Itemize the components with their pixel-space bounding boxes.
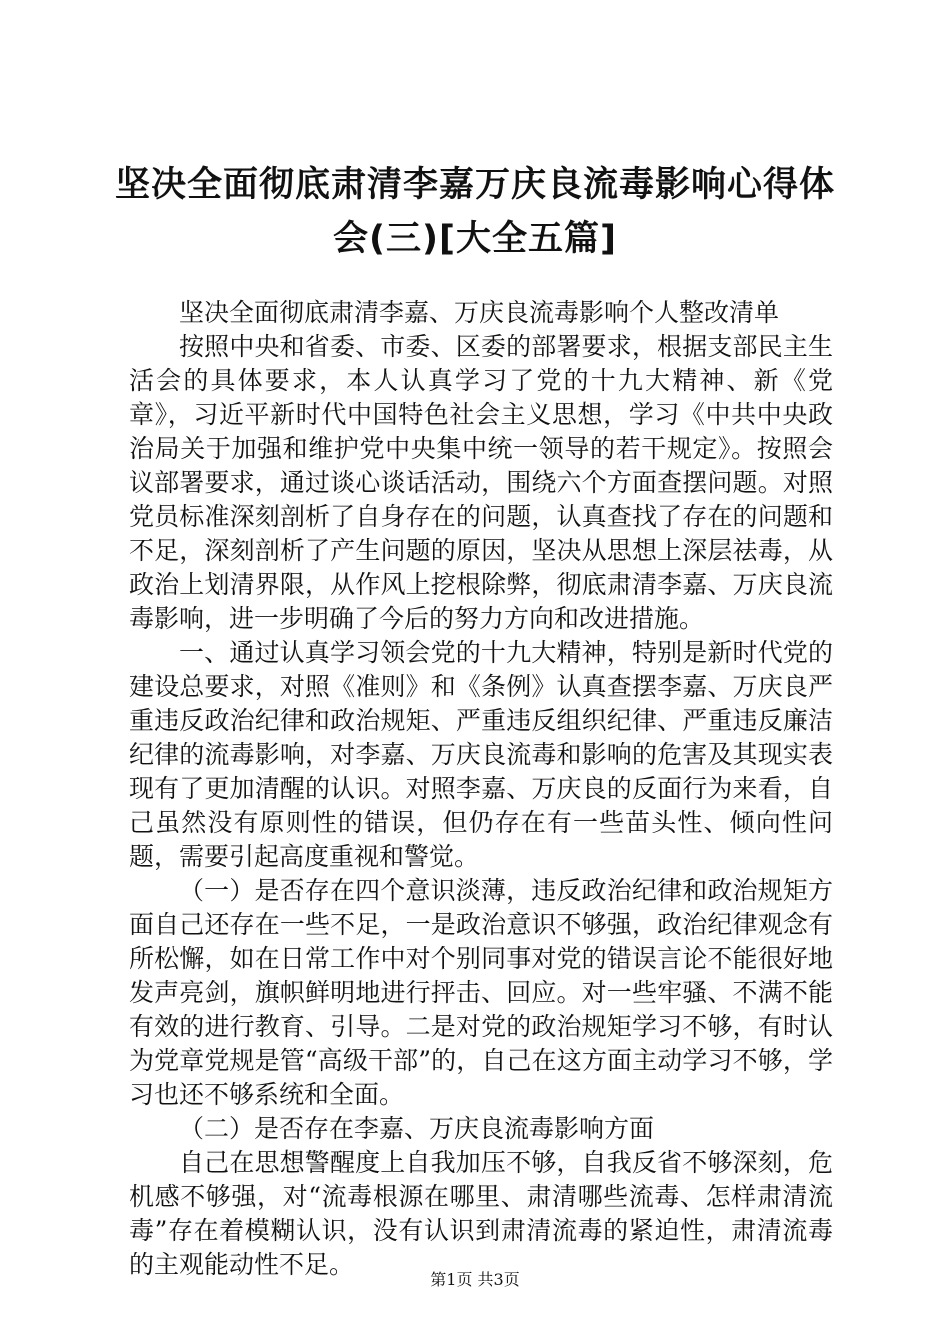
section-heading: （二）是否存在李嘉、万庆良流毒影响方面: [179, 1114, 655, 1143]
page-footer: 第1页 共3页: [430, 1270, 520, 1289]
document-title: [100, 158, 850, 266]
subtitle-paragraph: 坚决全面彻底肃清李嘉、万庆良流毒影响个人整改清单: [179, 298, 780, 327]
body-paragraph: 一、通过认真学习领会党的十九大精神，特别是新时代党的建设总要求，对照《准则》和《条例》认真查摆李嘉、万庆良严重违反政治纪律和政治规矩、严重违反组织纪律、严重违反廉洁纪律的流毒影响，对李嘉、万庆良流毒和影响的危害及其现实表现有了更加清醒的认识。对照李嘉、万庆良的反面行为来看，自己虽然没有原则性的错误，但仍存在有一些苗头性、倾向性问题，需要引起高度重视和警觉。: [129, 638, 833, 871]
title-line-1: 坚决全面彻底肃清李嘉万庆良流毒影响心得体: [114, 165, 835, 205]
body-paragraph: 自己在思想警醒度上自我加压不够，自我反省不够深刻，危机感不够强，对“流毒根源在哪里、肃清哪些流毒、怎样肃清流毒”存在着模糊认识，没有认识到肃清流毒的紧迫性，肃清流毒的主观能动性不足。: [129, 1148, 833, 1279]
document-body: [129, 296, 833, 1282]
body-paragraph: （一）是否存在四个意识淡薄，违反政治纪律和政治规矩方面自己还存在一些不足，一是政治意识不够强，政治纪律观念有所松懈，如在日常工作中对个别同事对党的错误言论不能很好地发声亮剑，旗帜鲜明地进行抨击、回应。对一些牢骚、不满不能有效的进行教育、引导。二是对党的政治规矩学习不够，有时认为党章党规是管“高级干部”的，自己在这方面主动学习不够，学习也还不够系统和全面。: [129, 876, 833, 1109]
title-line-2: 会(三)[大全五篇]: [333, 219, 617, 259]
body-paragraph: 按照中央和省委、市委、区委的部署要求，根据支部民主生活会的具体要求，本人认真学习了党的十九大精神、新《党章》，习近平新时代中国特色社会主义思想，学习《中共中央政治局关于加强和维护党中央集中统一领导的若干规定》。按照会议部署要求，通过谈心谈话活动，围绕六个方面查摆问题。对照党员标准深刻剖析了自身存在的问题，认真查找了存在的问题和不足，深刻剖析了产生问题的原因，坚决从思想上深层祛毒，从政治上划清界限，从作风上挖根除弊，彻底肃清李嘉、万庆良流毒影响，进一步明确了今后的努力方向和改进措施。: [129, 332, 833, 633]
